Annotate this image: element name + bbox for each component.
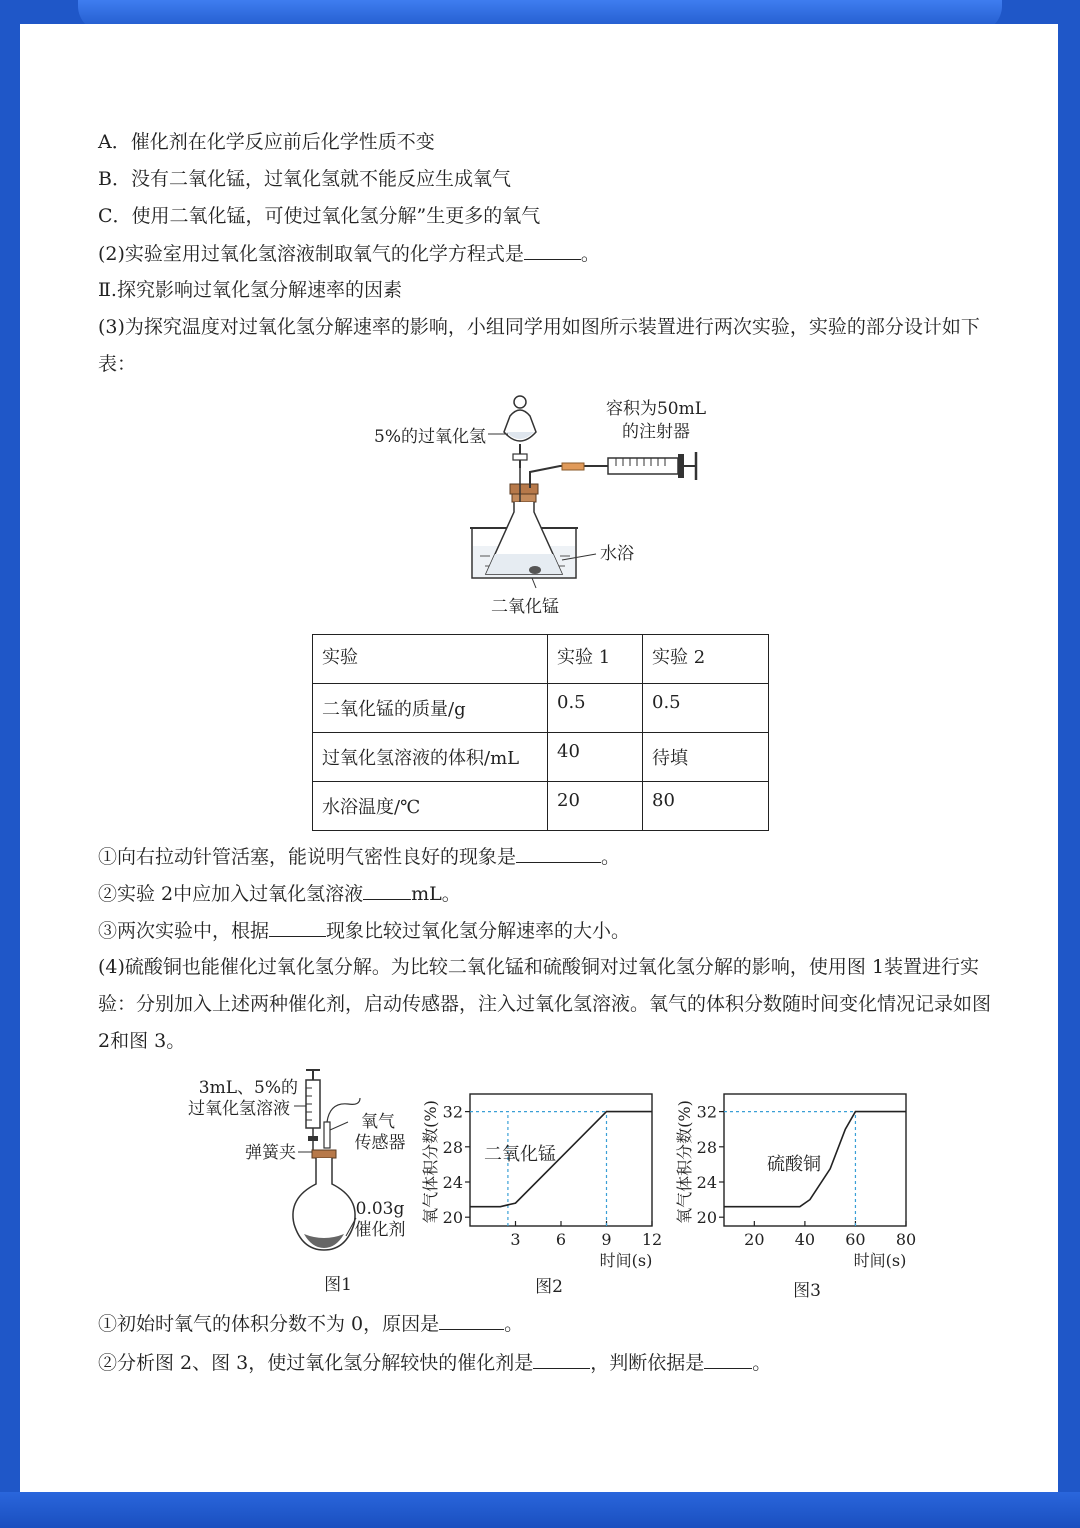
question-3-line1: (3)为探究温度对过氧化氢分解速率的影响，小组同学用如图所示装置进行两次实验，实验的部分设计如下 <box>98 316 980 338</box>
table-cell: 待填 <box>643 733 769 782</box>
table-row <box>313 782 769 831</box>
series-annotation: 二氧化锰 <box>484 1144 556 1165</box>
series-annotation: 硫酸铜 <box>767 1154 821 1175</box>
table-cell: 过氧化氢溶液的体积/mL <box>313 733 548 782</box>
y-tick-label: 20 <box>696 1208 717 1228</box>
x-tick-label: 80 <box>895 1230 917 1249</box>
answer-blank[interactable] <box>439 1311 504 1330</box>
sub-question-t1-text: ①初始时氧气的体积分数不为 0，原因是 <box>98 1313 440 1335</box>
x-tick-label: 20 <box>744 1230 765 1249</box>
table-cell: 0.5 <box>548 684 643 733</box>
answer-blank[interactable] <box>269 918 326 937</box>
answer-blank[interactable] <box>524 241 581 260</box>
label-clamp: 弹簧夹 <box>245 1143 296 1163</box>
table-row <box>313 733 769 782</box>
table-cell: 20 <box>548 782 643 831</box>
table-header-cell: 实验 1 <box>548 635 643 684</box>
y-tick-label: 28 <box>442 1137 463 1157</box>
answer-blank[interactable] <box>533 1350 590 1369</box>
y-tick-label: 20 <box>442 1208 463 1228</box>
x-tick-label: 9 <box>601 1230 612 1249</box>
question-3-line2: 表： <box>98 353 137 375</box>
table-cell: 40 <box>548 733 643 782</box>
y-axis-label: 氧气体积分数(%) <box>421 1100 440 1224</box>
sub-question-t2-text: ②分析图 2、图 3，使过氧化氢分解较快的催化剂是 <box>98 1352 534 1374</box>
x-tick-label: 40 <box>794 1230 816 1249</box>
label-reagent-2: 过氧化氢溶液 <box>188 1099 290 1119</box>
label-sensor-2: 传感器 <box>354 1133 406 1153</box>
sub-question-3 <box>98 918 630 943</box>
sub-question-1-end: 。 <box>601 846 621 868</box>
table-cell: 80 <box>643 782 769 831</box>
y-tick-label: 32 <box>696 1102 717 1122</box>
label-h2o2: 5%的过氧化氢 <box>374 427 486 447</box>
answer-blank[interactable] <box>363 881 411 900</box>
question-4-line3: 2和图 3。 <box>98 1030 186 1052</box>
table-cell: 0.5 <box>643 684 769 733</box>
sub-question-t2 <box>98 1350 771 1375</box>
x-axis-label: 时间(s) <box>853 1251 907 1270</box>
sub-question-t2-end: 。 <box>752 1352 772 1374</box>
figure-2-chart <box>418 1082 668 1302</box>
y-tick-label: 28 <box>696 1137 717 1157</box>
sub-question-t2-mid: ，判断依据是 <box>590 1352 705 1374</box>
question-2 <box>98 241 600 266</box>
question-2-end: 。 <box>580 243 600 265</box>
table-row <box>313 635 769 684</box>
x-tick-label: 3 <box>510 1230 521 1249</box>
table-cell: 水浴温度/℃ <box>313 782 548 831</box>
table-header-cell: 实验 <box>313 635 548 684</box>
y-tick-label: 24 <box>696 1173 717 1192</box>
label-mno2: 二氧化锰 <box>491 597 559 617</box>
option-b: B．没有二氧化锰，过氧化氢就不能反应生成氧气 <box>98 168 511 190</box>
x-tick-label: 60 <box>845 1230 866 1249</box>
table-row <box>313 684 769 733</box>
apparatus-figure <box>360 388 720 624</box>
sub-question-t1 <box>98 1311 523 1336</box>
section-2-heading: Ⅱ.探究影响过氧化氢分解速率的因素 <box>98 279 402 301</box>
label-syringe-1: 容积为50mL <box>605 399 707 419</box>
y-tick-label: 32 <box>442 1102 463 1122</box>
answer-blank[interactable] <box>516 844 601 863</box>
question-4-line1: (4)硫酸铜也能催化过氧化氢分解。为比较二氧化锰和硫酸铜对过氧化氢分解的影响，使用图 1装置进行实 <box>98 956 980 978</box>
question-4-line2: 验：分别加入上述两种催化剂，启动传感器，注入过氧化氢溶液。氧气的体积分数随时间变化情况记录如图 <box>98 993 992 1015</box>
figure-1 <box>170 1066 420 1306</box>
table-cell: 二氧化锰的质量/g <box>313 684 548 733</box>
y-axis-label: 氧气体积分数(%) <box>675 1100 694 1224</box>
sub-question-3-text: ③两次实验中，根据 <box>98 920 270 942</box>
x-axis-label: 时间(s) <box>599 1251 653 1270</box>
label-catalyst-2: 催化剂 <box>354 1220 406 1240</box>
table-header-cell: 实验 2 <box>643 635 769 684</box>
x-tick-label: 6 <box>555 1230 567 1249</box>
label-syringe-2: 的注射器 <box>622 422 690 442</box>
sub-question-2 <box>98 881 461 906</box>
label-bath: 水浴 <box>600 544 634 564</box>
sub-question-3-end: 现象比较过氧化氢分解速率的大小。 <box>326 920 631 942</box>
experiment-table <box>312 634 769 831</box>
sub-question-2-text: ②实验 2中应加入过氧化氢溶液 <box>98 883 364 905</box>
sub-question-1-text: ①向右拉动针管活塞，能说明气密性良好的现象是 <box>98 846 517 868</box>
label-sensor-1: 氧气 <box>361 1112 395 1132</box>
figure-caption: 图2 <box>535 1277 563 1297</box>
x-tick-label: 12 <box>641 1230 663 1249</box>
figure-caption: 图3 <box>793 1281 821 1301</box>
bottom-banner <box>0 1492 1080 1528</box>
label-catalyst-1: 0.03g <box>355 1199 405 1219</box>
sub-question-t1-end: 。 <box>504 1313 524 1335</box>
answer-blank[interactable] <box>704 1350 752 1369</box>
label-reagent-1: 3mL、5%的 <box>198 1078 298 1098</box>
option-c: C．使用二氧化锰，可使过氧化氢分解”生更多的氧气 <box>98 205 541 227</box>
option-a: A．催化剂在化学反应前后化学性质不变 <box>98 131 435 153</box>
sub-question-1 <box>98 844 620 869</box>
question-2-text: (2)实验室用过氧化氢溶液制取氧气的化学方程式是 <box>98 243 524 265</box>
y-tick-label: 24 <box>442 1173 463 1192</box>
sub-question-2-end: mL。 <box>411 883 461 905</box>
figure-3-chart <box>672 1082 922 1302</box>
figure-1-caption: 图1 <box>324 1275 352 1295</box>
